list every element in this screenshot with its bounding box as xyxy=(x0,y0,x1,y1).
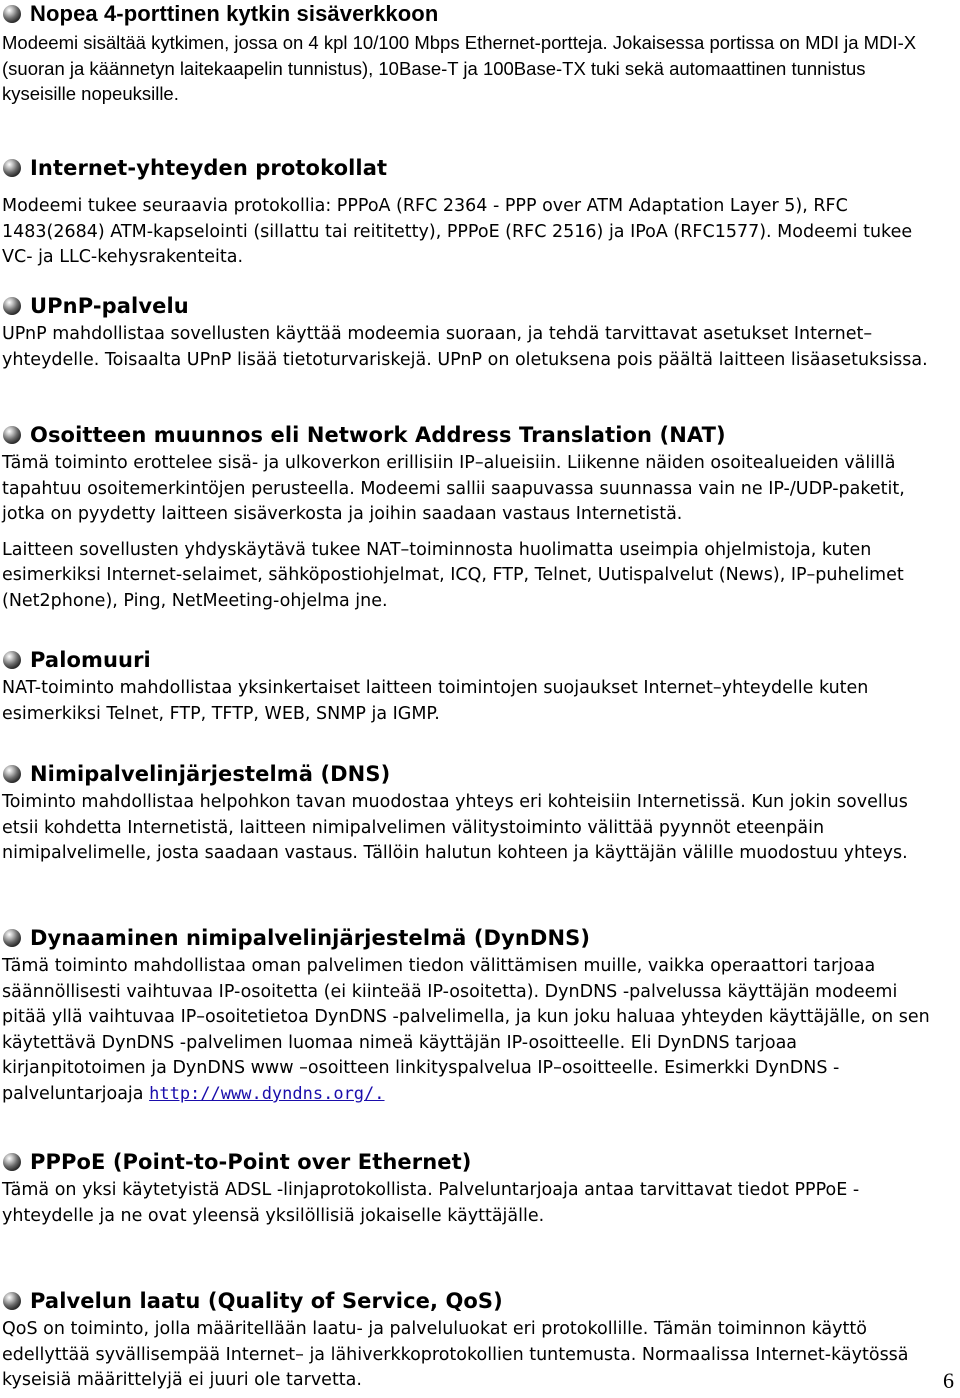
section-heading xyxy=(2,421,942,449)
section-heading xyxy=(2,154,942,182)
section-heading xyxy=(2,1148,942,1176)
dyndns-link[interactable]: http://www.dyndns.org/. xyxy=(149,1083,385,1104)
sphere-bullet-icon xyxy=(2,764,22,784)
page-number: 6 xyxy=(943,1368,954,1393)
section-qos xyxy=(2,1287,942,1394)
section-paragraph xyxy=(2,954,942,1108)
section-heading xyxy=(2,0,942,28)
heading-text: PPPoE (Point-to-Point over Ethernet) xyxy=(30,1150,472,1174)
section-dyndns xyxy=(2,924,942,1108)
section-paragraph: QoS on toiminto, jolla määritellään laatu- ja palveluluokat eri protokollille. Tämän toiminnon käyttö edellyttää syvällisempää Internet– ja lähiverkkoprotokollien tuntemusta. Normaalissa Internet-käytössä kyseisiä määrittelyjä ei juuri ole tarvetta. xyxy=(2,1319,909,1391)
section-heading xyxy=(2,1287,942,1315)
sphere-bullet-icon xyxy=(2,1152,22,1172)
sphere-bullet-icon xyxy=(2,296,22,316)
section-paragraph: Toiminto mahdollistaa helpohkon tavan muodostaa yhteys eri kohteisiin Internetissä. Kun jokin sovellus etsii kohdetta Internetistä, laitteen nimipalvelimen välitystoiminto välittää pyynnöt eteenpäin nimipalvelimelle, josta saadaan vastaus. Tällöin halutun kohteen ja käyttäjän välille muodostuu yhteys. xyxy=(2,792,908,864)
section-paragraph-2: Laitteen sovellusten yhdyskäytävä tukee NAT–toiminnosta huolimatta useimpia ohjelmistoja, kuten esimerkiksi Internet-selaimet, sähköpostiohjelmat, ICQ, FTP, Telnet, Uutispalvelut (News), IP–puhelimet (Net2phone), Ping, NetMeeting-ohjelma jne. xyxy=(2,539,904,611)
section-heading xyxy=(2,646,942,674)
heading-text: Internet-yhteyden protokollat xyxy=(30,156,388,180)
section-internet-protocols xyxy=(2,154,942,271)
section-firewall xyxy=(2,646,942,727)
section-pppoe xyxy=(2,1148,942,1229)
section-paragraph: Modeemi tukee seuraavia protokollia: PPPoA (RFC 2364 - PPP over ATM Adaptation Layer 5), RFC 1483(2684) ATM-kapselointi (sillattu tai reititetty), PPPoE (RFC 2516) ja IPoA (RFC1577). Modeemi tukee VC- ja LLC-kehysrakenteita. xyxy=(2,196,913,268)
heading-text: Osoitteen muunnos eli Network Address Translation (NAT) xyxy=(30,423,726,447)
section-heading xyxy=(2,292,942,320)
heading-text: Nimipalvelinjärjestelmä (DNS) xyxy=(30,762,391,786)
section-paragraph: Modeemi sisältää kytkimen, jossa on 4 kpl 10/100 Mbps Ethernet-portteja. Jokaisessa portissa on MDI ja MDI-X (suoran ja käännetyn laitekaapelin tunnistus), 10Base-T ja 100Base-TX tuki sekä automaattinen tunnistus kyseisille nopeuksille. xyxy=(2,32,917,105)
sphere-bullet-icon xyxy=(2,158,22,178)
heading-text: Palvelun laatu (Quality of Service, QoS) xyxy=(30,1289,503,1313)
section-paragraph: UPnP mahdollistaa sovellusten käyttää modeemia suoraan, ja tehdä tarvittavat asetukset Internet–yhteydelle. Toisaalta UPnP lisää tietoturvariskejä. UPnP on oletuksena pois päältä laitteen lisäasetuksissa. xyxy=(2,324,928,370)
section-paragraph: NAT-toiminto mahdollistaa yksinkertaiset laitteen toimintojen suojaukset Internet–yhteydelle kuten esimerkiksi Telnet, FTP, TFTP, WEB, SNMP ja IGMP. xyxy=(2,678,869,724)
section-heading xyxy=(2,924,942,952)
sphere-bullet-icon xyxy=(2,928,22,948)
section-switch xyxy=(2,0,942,107)
heading-text: Nopea 4-porttinen kytkin sisäverkkoon xyxy=(30,1,439,26)
section-paragraph: Tämä on yksi käytetyistä ADSL -linjaprotokollista. Palveluntarjoaja antaa tarvittavat tiedot PPPoE -yhteydelle ja ne ovat yleensä yksilöllisiä jokaiselle käyttäjälle. xyxy=(2,1180,860,1226)
section-paragraph: Tämä toiminto erottelee sisä- ja ulkoverkon erillisiin IP–alueisiin. Liikenne näiden osoitealueiden välillä tapahtuu osoitemerkintöjen perusteella. Modeemi sallii saapuvassa suunnassa vain ne IP-/UDP-paketit, jotka on pyydetty laitteen sisäverkosta ja joihin saadaan vastaus Internetistä. xyxy=(2,453,905,525)
heading-text: Palomuuri xyxy=(30,648,151,672)
paragraph-text: Tämä toiminto mahdollistaa oman palvelimen tiedon välittämisen muille, vaikka operaattori tarjoaa säännöllisesti vaihtuvaa IP-osoitetta (ei kiinteää IP-osoitetta). DynDNS -palvelussa käyttäjän modeemi pitää yllä vaihtuvaa IP–osoitetietoa DynDNS -palvelimella, ja kun joku haluaa yhteyden käyttäjälle, on sen käytettävä DynDNS -palvelimen luomaa nimeä käyttäjän IP-osoitteelle. Eli DynDNS tarjoaa kirjanpitotoimen ja DynDNS www –osoitteen linkityspalvelua IP–osoitteelle. Esimerkki DynDNS -palveluntarjoaja xyxy=(2,956,930,1104)
heading-text: Dynaaminen nimipalvelinjärjestelmä (DynDNS) xyxy=(30,926,591,950)
section-heading xyxy=(2,760,942,788)
sphere-bullet-icon xyxy=(2,1291,22,1311)
sphere-bullet-icon xyxy=(2,650,22,670)
section-nat xyxy=(2,421,942,615)
section-dns xyxy=(2,760,942,867)
heading-text: UPnP-palvelu xyxy=(30,294,189,318)
section-upnp xyxy=(2,292,942,373)
sphere-bullet-icon xyxy=(2,425,22,445)
sphere-bullet-icon xyxy=(2,4,22,24)
